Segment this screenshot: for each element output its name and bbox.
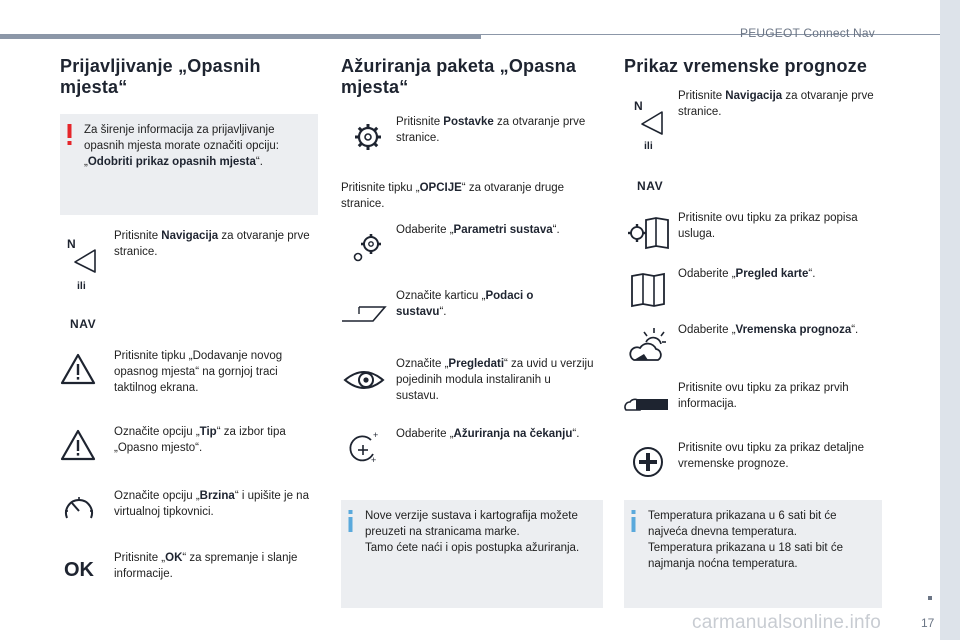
section-title: Ažuriranja paketa „Opasna mjesta“ xyxy=(341,56,577,97)
info-text: Nove verzije sustava i kartografija možete preuzeti na stranicama marke. Tamo ćete naći i opis postupka ažuriranja. xyxy=(365,510,580,554)
weather-sun-cloud-icon[interactable] xyxy=(628,326,670,369)
step-text: Označite karticu „Podaci o sustavu“. xyxy=(396,290,534,318)
info-i-icon xyxy=(347,510,354,532)
step-text: Označite opciju „Tip“ za izbor tipa „Opasno mjesto“. xyxy=(114,426,286,454)
step-ok xyxy=(60,548,318,598)
info-text: Temperatura prikazana u 6 sati bit će najveća dnevna temperatura. Temperatura prikazana u 18 sati bit će najmanja noćna temperatura. xyxy=(648,510,843,570)
svg-text:N: N xyxy=(67,237,76,251)
or-label: ili xyxy=(644,140,653,152)
navigation-arrow-icon[interactable] xyxy=(632,96,666,141)
info-i-icon xyxy=(630,510,637,532)
step-text: Pritisnite ovu tipku za prikaz popisa usluga. xyxy=(678,212,858,240)
warning-exclamation-icon xyxy=(66,124,73,146)
step-text: Pritisnite tipku „Dodavanje novog opasnog mjesta“ na gornjoj traci taktilnog ekrana. xyxy=(114,350,283,394)
or-label: ili xyxy=(77,280,86,292)
step-text: Odaberite „Vremenska prognoza“. xyxy=(678,324,859,336)
svg-text:+: + xyxy=(373,430,379,440)
step-text: Pritisnite Navigacija za otvaranje prve stranice. xyxy=(114,230,310,258)
step-pending-updates xyxy=(341,424,603,474)
section-title: Prijavljivanje „Opasnih mjesta“ xyxy=(60,56,261,97)
step-weather xyxy=(624,320,882,370)
step-system-data xyxy=(341,286,603,336)
step-services xyxy=(624,208,882,258)
warning-triangle-icon[interactable] xyxy=(60,352,96,391)
step-system-params xyxy=(341,220,603,270)
step-text: Odaberite „Ažuriranja na čekanju“. xyxy=(396,428,580,440)
options-paragraph xyxy=(341,180,603,216)
info-box xyxy=(341,500,603,608)
step-text: Označite opciju „Brzina“ i upišite je na virtualnoj tipkovnici. xyxy=(114,490,309,518)
warning-triangle-icon[interactable] xyxy=(60,428,96,467)
section-title: Prikaz vremenske prognoze xyxy=(624,56,868,76)
svg-text:+: + xyxy=(371,455,377,465)
double-gear-icon[interactable] xyxy=(351,232,385,269)
step-text: Odaberite „Pregled karte“. xyxy=(678,268,816,280)
column-updates xyxy=(341,56,603,98)
speedometer-icon[interactable] xyxy=(62,494,96,529)
column-hazard-report xyxy=(60,56,318,98)
side-bar xyxy=(940,0,960,640)
brand-label: PEUGEOT Connect Nav xyxy=(740,26,875,40)
step-navigation xyxy=(624,86,882,196)
step-settings xyxy=(341,110,603,170)
eye-icon[interactable] xyxy=(343,366,385,399)
step-view xyxy=(341,354,603,414)
step-text: Pritisnite Postavke za otvaranje prve stranice. xyxy=(396,116,586,144)
step-text: Pritisnite „OK“ za spremanje i slanje informacije. xyxy=(114,552,298,580)
nav-button-label[interactable]: NAV xyxy=(70,317,97,331)
page-number: 17 xyxy=(921,616,935,630)
warning-text: Za širenje informacija za prijavljivanje opasnih mjesta morate označiti opciju: „Odobriti prikaz opasnih mjesta“. xyxy=(84,124,279,168)
page-marker xyxy=(928,596,932,600)
step-detailed-forecast xyxy=(624,438,882,488)
step-navigation xyxy=(60,226,318,336)
tab-icon[interactable] xyxy=(341,304,387,329)
plus-circle-icon[interactable] xyxy=(632,446,664,483)
paragraph-text: Pritisnite tipku „OPCIJE“ za otvaranje druge stranice. xyxy=(341,182,565,210)
info-box xyxy=(624,500,882,608)
step-add-hazard xyxy=(60,346,318,406)
gear-map-icon[interactable] xyxy=(626,216,670,255)
header-rule xyxy=(0,34,481,39)
gear-icon[interactable] xyxy=(353,122,383,157)
step-text: Označite „Pregledati“ za uvid u verziju pojedinih modula instaliranih u sustavu. xyxy=(396,358,594,402)
warning-box xyxy=(60,114,318,215)
step-speed xyxy=(60,486,318,536)
step-text: Pritisnite ovu tipku za prikaz detaljne vremenske prognoze. xyxy=(678,442,865,470)
ok-button-label[interactable]: OK xyxy=(64,559,94,581)
column-weather xyxy=(624,56,882,77)
svg-text:N: N xyxy=(634,99,643,113)
watermark: carmanualsonline.info xyxy=(692,612,882,633)
step-text: Pritisnite Navigacija za otvaranje prve stranice. xyxy=(678,90,874,118)
map-icon[interactable] xyxy=(630,272,666,313)
update-refresh-icon[interactable] xyxy=(345,430,381,471)
step-type xyxy=(60,422,318,472)
step-first-info xyxy=(624,378,882,428)
step-map-view xyxy=(624,264,882,314)
weather-banner-icon[interactable] xyxy=(624,396,670,417)
navigation-arrow-icon[interactable] xyxy=(65,234,99,279)
step-text: Odaberite „Parametri sustava“. xyxy=(396,224,560,236)
nav-button-label[interactable]: NAV xyxy=(637,179,664,193)
step-text: Pritisnite ovu tipku za prikaz prvih informacija. xyxy=(678,382,849,410)
